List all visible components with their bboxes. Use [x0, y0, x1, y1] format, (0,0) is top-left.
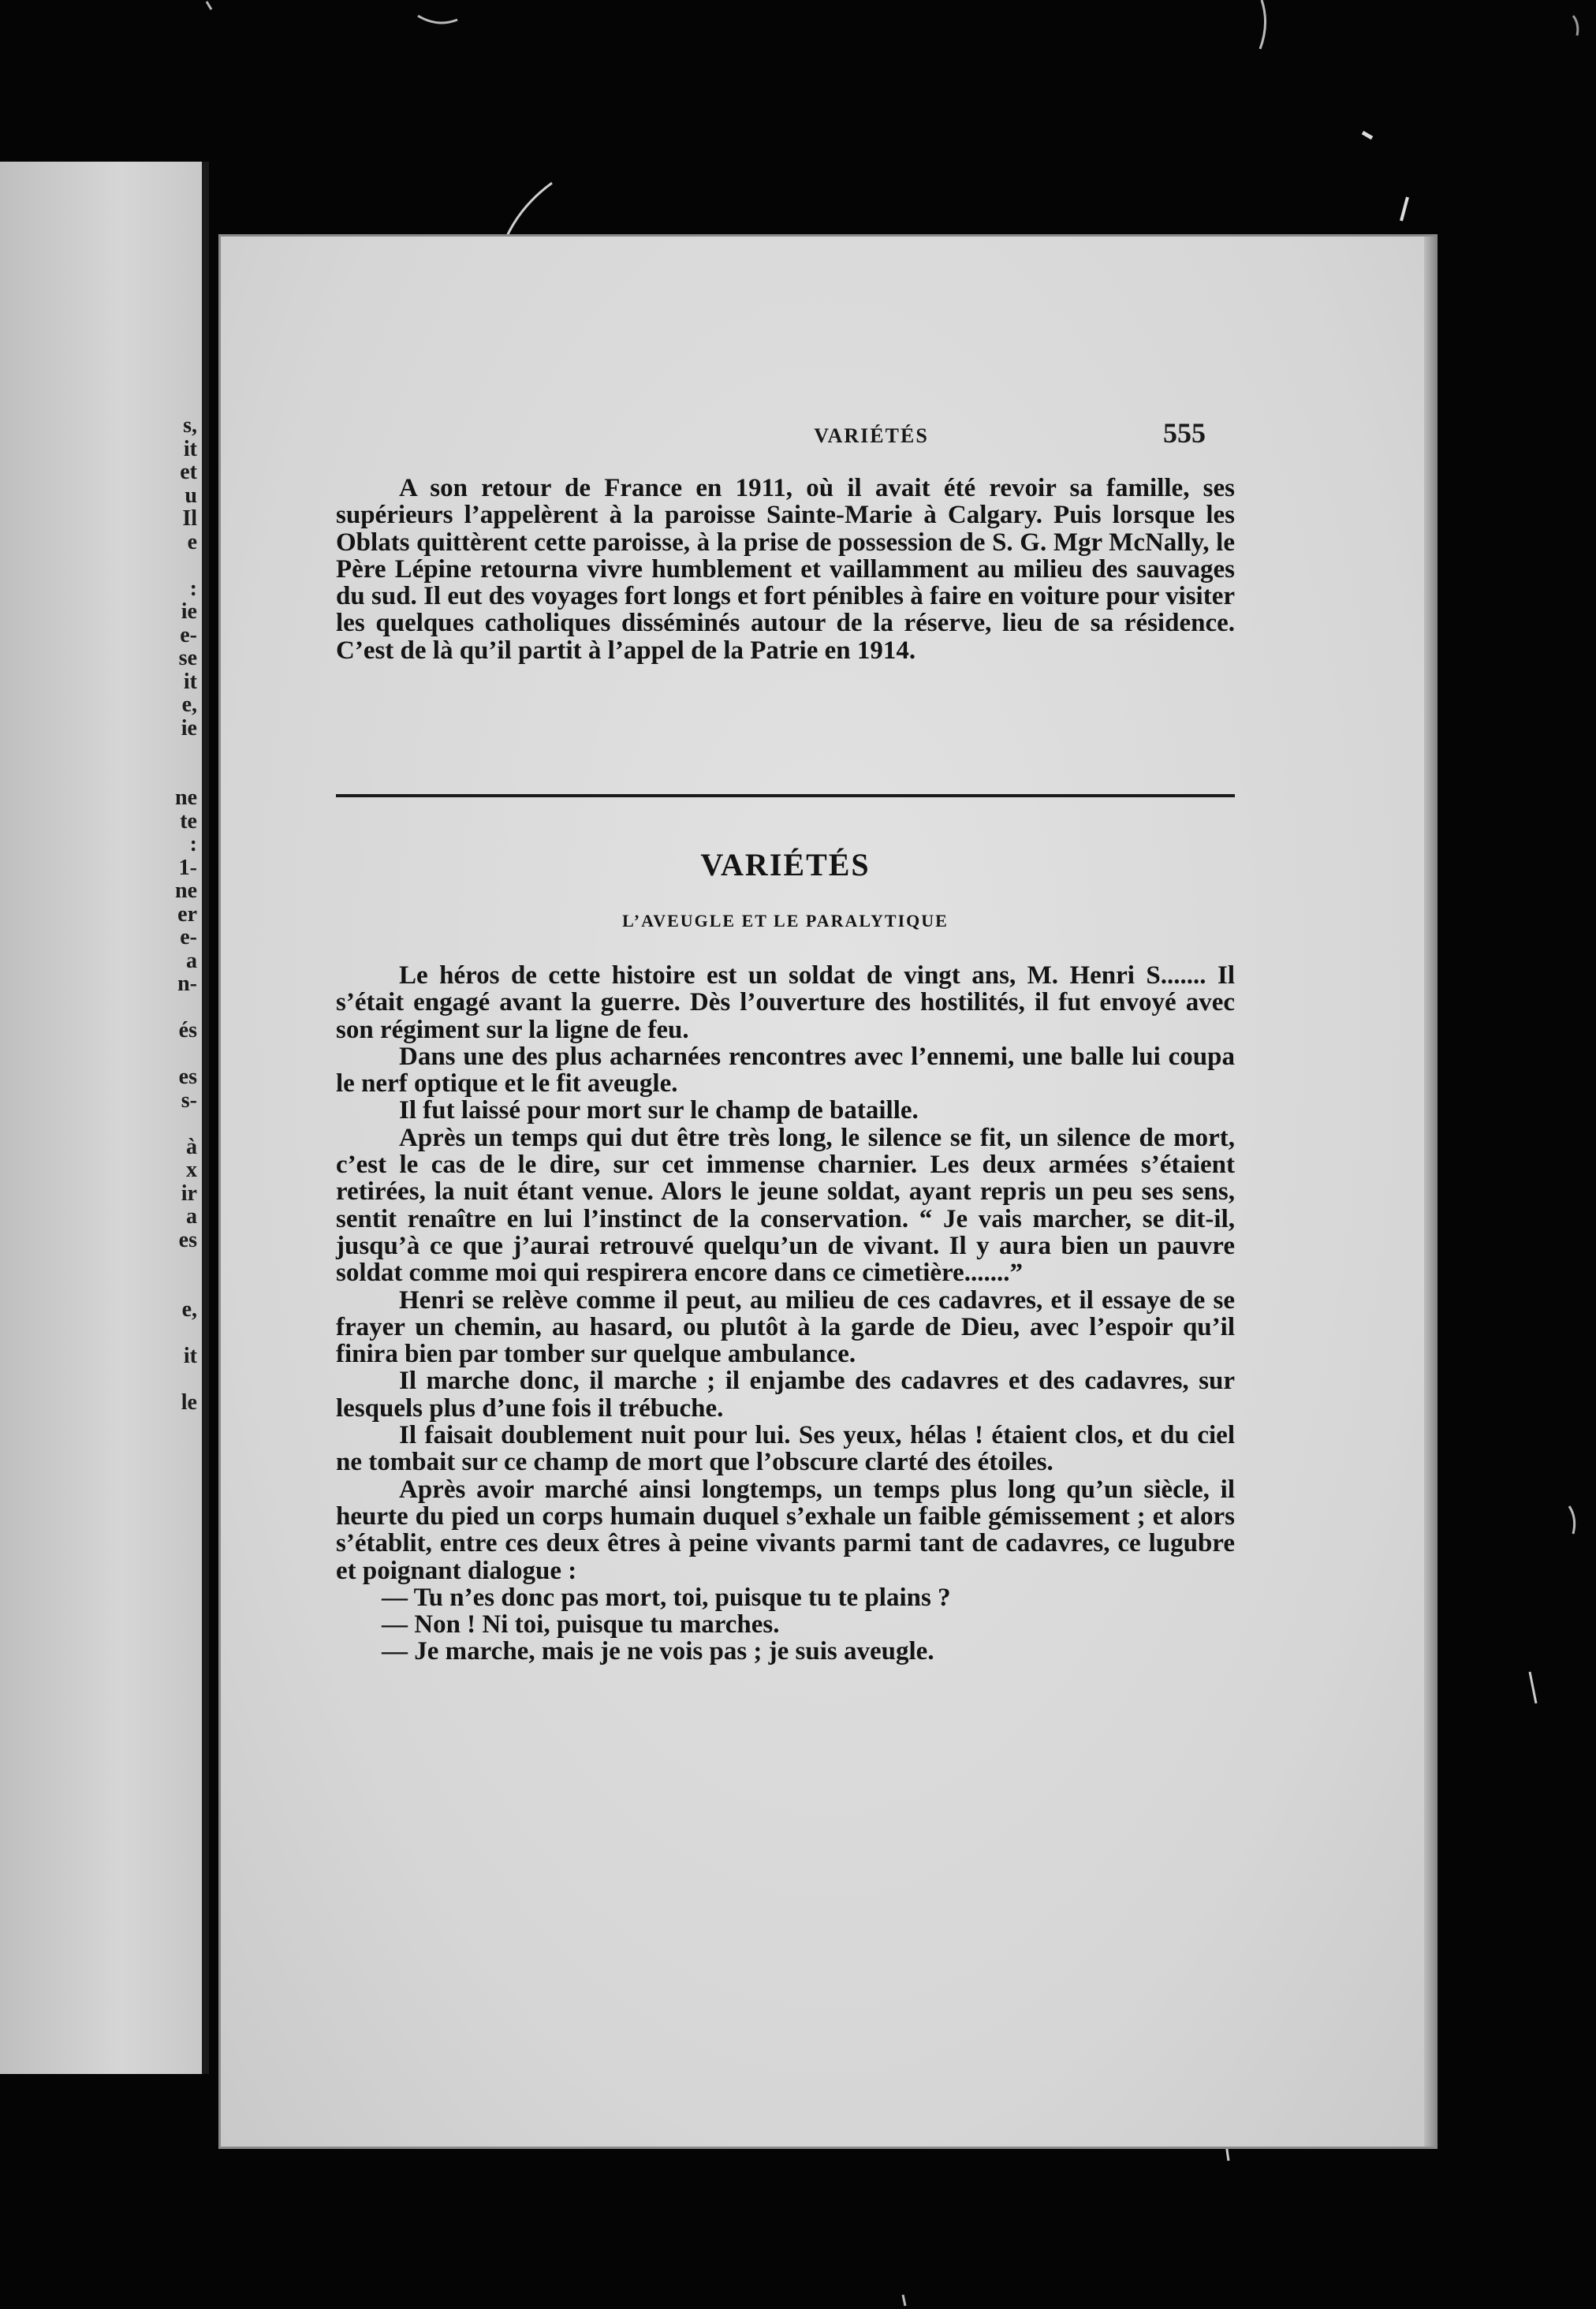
- left-fragment: [150, 1112, 197, 1136]
- left-fragment: [150, 1275, 197, 1299]
- paragraph: A son retour de France en 1911, où il avait été revoir sa famille, ses supérieurs l’appelèrent à la paroisse Sainte-Marie à Calgary. Puis lorsque les Oblats quittèrent cette paroisse, à la prise de possession de S. G. Mgr McNally, le Père Lépine retourna vivre humblement et vaillamment au milieu des sauvages du sud. Il eut des voyages fort longs et fort pénibles à faire en voiture pour visiter les quelques catholiques disséminés autour de la réserve, lieu de sa résidence. C’est de là qu’il partit à l’appel de la Patrie en 1914.: [336, 474, 1235, 665]
- left-fragment: [150, 740, 197, 763]
- paragraph: Après un temps qui dut être très long, le silence se fit, un silence de mort, c’est le cas de le dire, sur cet immense charnier. Les deux armées s’étaient retirées, la nuit étant venue. Alors le jeune soldat, ayant repris un peu ses sens, sentit renaître en lui l’instinct de la conservation. “ Je vais marcher, se dit-il, jusqu’à ce que j’aurai retrouvé quelqu’un de vivant. Il y aura bien un pauvre soldat comme moi qui respirera encore dans ce cimetière.......”: [336, 1123, 1235, 1288]
- left-fragment: n-: [177, 972, 197, 996]
- left-fragment: it: [183, 1344, 197, 1368]
- left-page-fragments: [150, 414, 197, 1415]
- paragraph: Il faisait doublement nuit pour lui. Ses yeux, hélas ! étaient clos, et du ciel ne tombait sur ce champ de mort que l’obscure clarté des étoiles.: [336, 1421, 1235, 1477]
- dialogue-line: — Je marche, mais je ne vois pas ; je suis aveugle.: [382, 1637, 934, 1666]
- left-fragment: à: [186, 1134, 197, 1159]
- left-fragment: s,: [183, 413, 197, 438]
- left-fragment: [150, 996, 197, 1020]
- left-fragment: es: [178, 1227, 197, 1252]
- left-fragment: ne: [175, 785, 197, 810]
- left-fragment: [150, 1043, 197, 1066]
- book-page: [221, 237, 1435, 2147]
- left-fragment: ie: [181, 599, 197, 624]
- left-fragment: te: [180, 808, 197, 834]
- paragraph: Il marche donc, il marche ; il enjambe des cadavres et des cadavres, sur lesquels plus d’une fois il trébuche.: [336, 1367, 1235, 1423]
- left-fragment: et: [180, 460, 197, 484]
- left-fragment: és: [178, 1018, 197, 1043]
- left-fragment: se: [178, 646, 197, 670]
- left-fragment: 1-: [178, 855, 197, 880]
- left-fragment: :: [189, 832, 197, 856]
- left-fragment: a: [186, 1204, 197, 1229]
- left-page-edge: [0, 162, 209, 2074]
- left-fragment: e-: [180, 622, 197, 647]
- left-fragment: a: [186, 948, 197, 973]
- left-fragment: e-: [180, 925, 197, 949]
- left-fragment: :: [189, 576, 197, 601]
- paragraph: Après avoir marché ainsi longtemps, un temps plus long qu’un siècle, il heurte du pied un corps humain duquel s’exhale un faible gémissement ; et alors s’établit, entre ces deux êtres à peine vivants parmi tant de cadavres, ce lugubre et poignant dialogue :: [336, 1475, 1235, 1585]
- running-title: VARIÉTÉS: [814, 424, 929, 447]
- left-fragment: it: [183, 436, 197, 461]
- left-fragment: [150, 1368, 197, 1392]
- left-fragment: [150, 1322, 197, 1345]
- top-text-block: [336, 475, 1235, 664]
- left-fragment: er: [177, 901, 197, 927]
- left-fragment: Il: [182, 506, 197, 531]
- paragraph: Le héros de cette histoire est un soldat de vingt ans, M. Henri S....... Il s’était engagé avant la guerre. Dès l’ouverture des hostilités, il fut envoyé avec son régiment sur la ligne de feu.: [336, 961, 1235, 1044]
- left-fragment: it: [183, 669, 197, 694]
- left-fragment: le: [181, 1390, 197, 1415]
- left-fragment: u: [185, 483, 197, 508]
- section-divider: [336, 794, 1235, 797]
- section-subtitle: L’AVEUGLE ET LE PARALYTIQUE: [622, 911, 949, 931]
- left-fragment: s-: [181, 1087, 197, 1113]
- page-number: 555: [1163, 417, 1206, 449]
- left-fragment: es: [178, 1065, 197, 1089]
- left-fragment: e,: [181, 692, 197, 717]
- dialogue-line: — Tu n’es donc pas mort, toi, puisque tu te plains ?: [382, 1583, 951, 1612]
- left-fragment: ne: [175, 878, 197, 903]
- left-fragment: ir: [181, 1181, 197, 1206]
- dialogue-line: — Non ! Ni toi, puisque tu marches.: [382, 1610, 780, 1639]
- article-body: [336, 962, 1235, 1666]
- paragraph: Henri se relève comme il peut, au milieu de ces cadavres, et il essaye de se frayer un chemin, au hasard, ou plutôt à la garde de Dieu, avec l’espoir qu’il finira bien par tomber sur quelque ambulance.: [336, 1285, 1235, 1369]
- left-fragment: [150, 554, 197, 577]
- left-fragment: e: [187, 529, 197, 554]
- left-fragment: x: [186, 1158, 197, 1182]
- section-title: VARIÉTÉS: [700, 847, 871, 882]
- left-fragment: e,: [181, 1297, 197, 1322]
- paragraph: Dans une des plus acharnées rencontres avec l’ennemi, une balle lui coupa le nerf optique et le fit aveugle.: [336, 1042, 1235, 1099]
- left-fragment: [150, 763, 197, 787]
- left-fragment: [150, 1251, 197, 1275]
- left-fragment: ie: [181, 715, 197, 740]
- paragraph: Il fut laissé pour mort sur le champ de bataille.: [399, 1096, 919, 1125]
